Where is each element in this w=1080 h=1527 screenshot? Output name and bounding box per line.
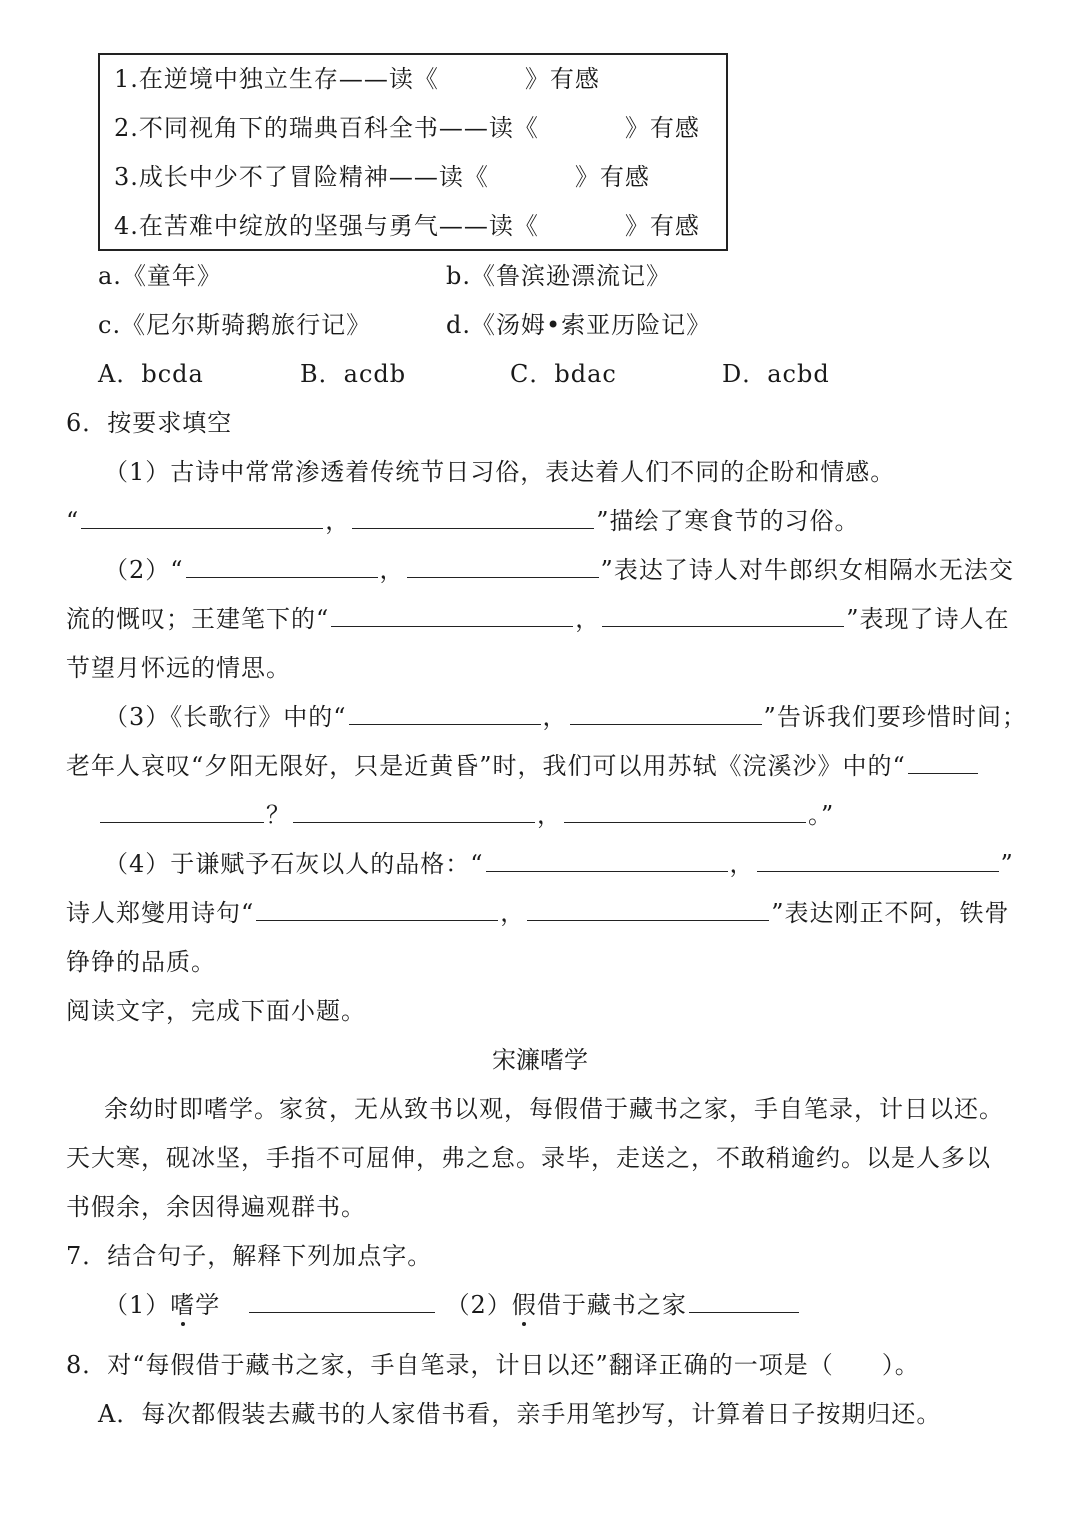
blank[interactable] xyxy=(349,702,541,725)
q6-p2: （2）“ ， ”表达了诗人对牛郎织女相隔水无法交 xyxy=(104,556,1014,584)
passage-line-3: 书假余，余因得遍观群书。 xyxy=(66,1193,366,1221)
q6-p4-cont: 诗人郑燮用诗句“ ， ”表达刚正不阿，铁骨 xyxy=(66,899,1010,927)
passage-title: 宋濂嗜学 xyxy=(492,1046,588,1074)
q6-p3-blanks: ？ ， 。” xyxy=(98,800,834,830)
choice-B: B．acdb xyxy=(300,360,407,388)
box-row-1: 1.在逆境中独立生存——读《 》有感 xyxy=(114,65,600,93)
q7-heading: 7．结合句子，解释下列加点字。 xyxy=(66,1242,433,1270)
passage-line-2: 天大寒，砚冰坚，手指不可屈伸，弗之怠。录毕，走送之，不敢稍逾约。以是人多以 xyxy=(66,1144,991,1172)
blank[interactable] xyxy=(689,1290,799,1313)
blank[interactable] xyxy=(407,555,599,578)
box-row-3: 3.成长中少不了冒险精神——读《 》有感 xyxy=(114,163,650,191)
reading-intro: 阅读文字，完成下面小题。 xyxy=(66,997,366,1025)
blank[interactable] xyxy=(256,898,498,921)
blank[interactable] xyxy=(564,800,806,823)
choice-D: D．acbd xyxy=(722,360,830,388)
blank[interactable] xyxy=(352,506,594,529)
box-row-4: 4.在苦难中绽放的坚强与勇气——读《 》有感 xyxy=(114,212,700,240)
q6-p1: （1）古诗中常常渗透着传统节日习俗，表达着人们不同的企盼和情感。 xyxy=(104,458,896,486)
q6-p1-blanks: “ ， ”描绘了寒食节的习俗。 xyxy=(66,507,860,535)
q6-p2-cont: 流的慨叹；王建笔下的“ ， ”表现了诗人在 xyxy=(66,605,1010,633)
dotted-char: 嗜 xyxy=(170,1291,196,1319)
option-c: c.《尼尔斯骑鹅旅行记》 xyxy=(98,311,372,339)
q7-items: （1）嗜学 （2）假借于藏书之家 xyxy=(104,1290,801,1320)
blank[interactable] xyxy=(331,604,573,627)
blank[interactable] xyxy=(570,702,762,725)
option-a: a.《童年》 xyxy=(98,262,222,290)
dotted-char: 假 xyxy=(511,1291,537,1319)
q6-p3-cont: 老年人哀叹“夕阳无限好，只是近黄昏”时，我们可以用苏轼《浣溪沙》中的“ xyxy=(66,751,980,781)
matching-box xyxy=(98,53,728,251)
blank[interactable] xyxy=(249,1290,435,1313)
blank[interactable] xyxy=(757,849,999,872)
passage-line-1: 余幼时即嗜学。家贫，无从致书以观，每假借于藏书之家，手自笔录，计日以还。 xyxy=(104,1095,1004,1123)
blank[interactable] xyxy=(81,506,323,529)
q6-p2-end: 节望月怀远的情思。 xyxy=(66,654,291,682)
q6-heading: 6．按要求填空 xyxy=(66,409,233,437)
option-d: d.《汤姆•索亚历险记》 xyxy=(446,311,712,339)
blank[interactable] xyxy=(908,751,978,774)
q6-p4-end: 铮铮的品质。 xyxy=(66,948,216,976)
blank[interactable] xyxy=(186,555,378,578)
q6-p3: （3）《长歌行》中的“ ， ”告诉我们要珍惜时间； xyxy=(104,703,1027,731)
q8-option-A: A．每次都假装去藏书的人家借书看，亲手用笔抄写，计算着日子按期归还。 xyxy=(98,1400,942,1428)
choice-A: A．bcda xyxy=(98,360,204,388)
choice-C: C．bdac xyxy=(510,360,617,388)
q6-p4: （4）于谦赋予石灰以人的品格：“ ， ” xyxy=(104,850,1014,878)
blank[interactable] xyxy=(527,898,769,921)
blank[interactable] xyxy=(100,800,264,823)
blank[interactable] xyxy=(602,604,844,627)
box-row-2: 2.不同视角下的瑞典百科全书——读《 》有感 xyxy=(114,114,700,142)
option-b: b.《鲁滨逊漂流记》 xyxy=(446,262,671,290)
blank[interactable] xyxy=(486,849,728,872)
blank[interactable] xyxy=(293,800,535,823)
q8-heading: 8．对“每假借于藏书之家，手自笔录，计日以还”翻译正确的一项是（ ）。 xyxy=(66,1351,920,1379)
